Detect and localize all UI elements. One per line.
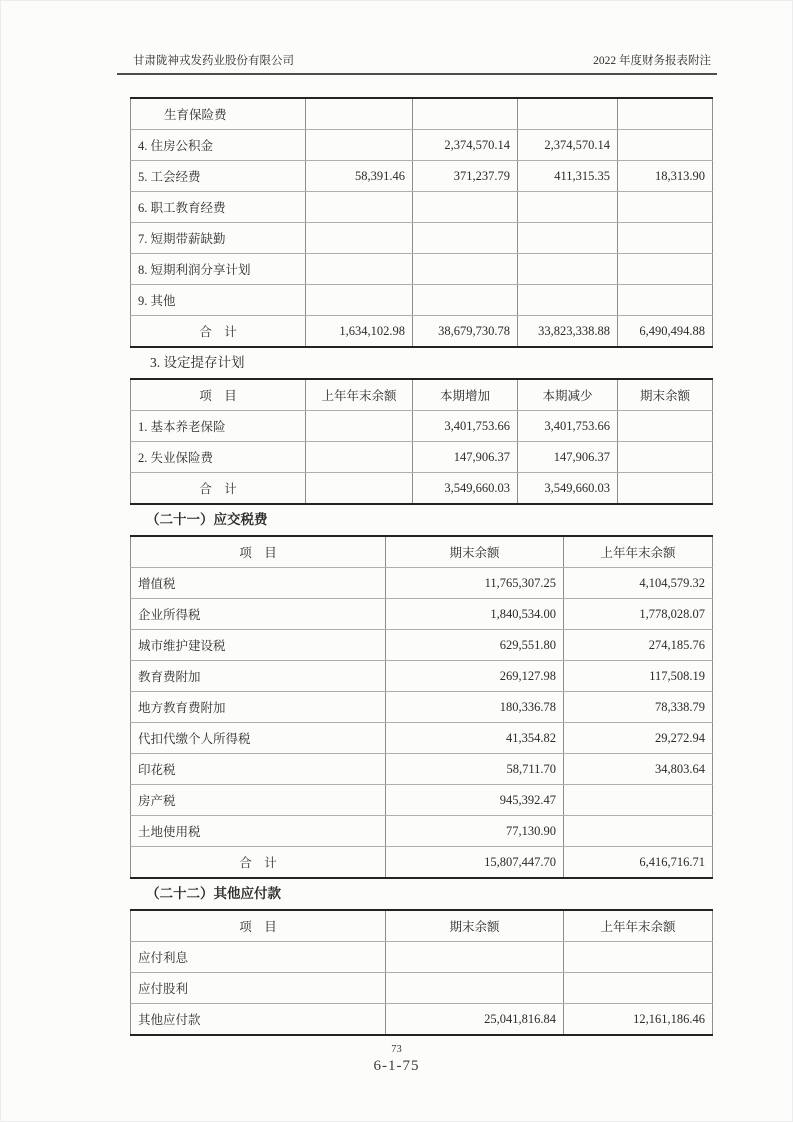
- cell-value: [618, 411, 713, 442]
- table-row: [131, 692, 713, 723]
- row-label: 其他应付款: [131, 1004, 386, 1036]
- page-footer: [0, 1044, 793, 1075]
- cell-value: 78,338.79: [564, 692, 713, 723]
- cell-value: [518, 285, 618, 316]
- table-row: [131, 192, 713, 223]
- cell-value: [413, 192, 518, 223]
- cell-value: 945,392.47: [386, 785, 564, 816]
- cell-value: [618, 130, 713, 161]
- cell-value: 25,041,816.84: [386, 1004, 564, 1036]
- cell-value: 38,679,730.78: [413, 316, 518, 348]
- table-row: [131, 847, 713, 879]
- page-content: [130, 97, 712, 1036]
- report-title: 2022 年度财务报表附注: [593, 55, 711, 67]
- cell-value: [564, 973, 713, 1004]
- cell-value: 4,104,579.32: [564, 568, 713, 599]
- cell-value: [306, 192, 413, 223]
- cell-value: 147,906.37: [413, 442, 518, 473]
- cell-value: [564, 785, 713, 816]
- defined-contribution-plan-table: [130, 378, 713, 505]
- cell-value: 180,336.78: [386, 692, 564, 723]
- table-row: [131, 785, 713, 816]
- cell-value: 269,127.98: [386, 661, 564, 692]
- cell-value: 2,374,570.14: [518, 130, 618, 161]
- document-code: 6-1-75: [373, 1058, 420, 1074]
- table-row: [131, 442, 713, 473]
- row-label: 地方教育费附加: [131, 692, 386, 723]
- header-row: [131, 379, 713, 411]
- cell-value: [413, 254, 518, 285]
- cell-value: 6,490,494.88: [618, 316, 713, 348]
- table-row: [131, 98, 713, 130]
- cell-value: [306, 473, 413, 505]
- table-row: [131, 630, 713, 661]
- cell-value: [413, 285, 518, 316]
- header-row: [131, 536, 713, 568]
- cell-value: 3,549,660.03: [413, 473, 518, 505]
- row-label: 6. 职工教育经费: [131, 192, 306, 223]
- row-label: 2. 失业保险费: [131, 442, 306, 473]
- row-label: 合 计: [131, 316, 306, 348]
- table-row: [131, 942, 713, 973]
- cell-value: [518, 192, 618, 223]
- table-row: [131, 316, 713, 348]
- row-label: 教育费附加: [131, 661, 386, 692]
- cell-value: [618, 473, 713, 505]
- table-row: [131, 661, 713, 692]
- cell-value: [306, 223, 413, 254]
- cell-value: 11,765,307.25: [386, 568, 564, 599]
- header-row: [131, 910, 713, 942]
- table-row: [131, 223, 713, 254]
- table-row: [131, 473, 713, 505]
- column-header: 项 目: [131, 536, 386, 568]
- row-label: 企业所得税: [131, 599, 386, 630]
- employee-benefits-table: [130, 97, 713, 348]
- cell-value: 34,803.64: [564, 754, 713, 785]
- cell-value: 1,634,102.98: [306, 316, 413, 348]
- column-header: 期末余额: [386, 536, 564, 568]
- table-row: [131, 130, 713, 161]
- row-label: 代扣代缴个人所得税: [131, 723, 386, 754]
- table-row: [131, 973, 713, 1004]
- table-row: [131, 599, 713, 630]
- table-row: [131, 568, 713, 599]
- table-row: [131, 254, 713, 285]
- table-row: [131, 161, 713, 192]
- row-label: 土地使用税: [131, 816, 386, 847]
- cell-value: 12,161,186.46: [564, 1004, 713, 1036]
- row-label: 房产税: [131, 785, 386, 816]
- row-label: 增值税: [131, 568, 386, 599]
- cell-value: 3,549,660.03: [518, 473, 618, 505]
- table-row: [131, 411, 713, 442]
- table-row: [131, 285, 713, 316]
- cell-value: 117,508.19: [564, 661, 713, 692]
- cell-value: [413, 98, 518, 130]
- cell-value: 41,354.82: [386, 723, 564, 754]
- company-name: 甘肃陇神戎发药业股份有限公司: [133, 55, 294, 67]
- row-label: 4. 住房公积金: [131, 130, 306, 161]
- row-label: 合 计: [131, 473, 306, 505]
- row-label: 印花税: [131, 754, 386, 785]
- cell-value: 371,237.79: [413, 161, 518, 192]
- cell-value: 3,401,753.66: [413, 411, 518, 442]
- column-header: 项 目: [131, 910, 386, 942]
- column-header: 项 目: [131, 379, 306, 411]
- cell-value: 274,185.76: [564, 630, 713, 661]
- cell-value: [413, 223, 518, 254]
- taxes-payable-table: [130, 535, 713, 879]
- column-header: 本期增加: [413, 379, 518, 411]
- column-header: 期末余额: [618, 379, 713, 411]
- other-payables-table: [130, 909, 713, 1036]
- section-title-taxes-payable: （二十一）应交税费: [146, 512, 268, 527]
- cell-value: [564, 942, 713, 973]
- cell-value: [518, 223, 618, 254]
- cell-value: [306, 130, 413, 161]
- row-label: 7. 短期带薪缺勤: [131, 223, 306, 254]
- cell-value: [618, 98, 713, 130]
- table-row: [131, 754, 713, 785]
- cell-value: [618, 192, 713, 223]
- cell-value: 3,401,753.66: [518, 411, 618, 442]
- cell-value: 2,374,570.14: [413, 130, 518, 161]
- cell-value: 77,130.90: [386, 816, 564, 847]
- cell-value: [386, 973, 564, 1004]
- cell-value: [306, 411, 413, 442]
- row-label: 9. 其他: [131, 285, 306, 316]
- cell-value: 1,840,534.00: [386, 599, 564, 630]
- cell-value: [518, 254, 618, 285]
- cell-value: [518, 98, 618, 130]
- cell-value: [564, 816, 713, 847]
- section-title-other-payables: （二十二）其他应付款: [146, 886, 281, 901]
- row-label: 合 计: [131, 847, 386, 879]
- row-label: 生育保险费: [131, 98, 306, 130]
- cell-value: 58,391.46: [306, 161, 413, 192]
- page-number: 73: [391, 1044, 402, 1055]
- table-row: [131, 816, 713, 847]
- row-label: 城市维护建设税: [131, 630, 386, 661]
- column-header: 本期减少: [518, 379, 618, 411]
- row-label: 1. 基本养老保险: [131, 411, 306, 442]
- row-label: 应付利息: [131, 942, 386, 973]
- cell-value: 411,315.35: [518, 161, 618, 192]
- cell-value: [618, 285, 713, 316]
- column-header: 上年年末余额: [306, 379, 413, 411]
- column-header: 上年年末余额: [564, 536, 713, 568]
- column-header: 期末余额: [386, 910, 564, 942]
- cell-value: 1,778,028.07: [564, 599, 713, 630]
- cell-value: [306, 98, 413, 130]
- cell-value: 629,551.80: [386, 630, 564, 661]
- cell-value: 58,711.70: [386, 754, 564, 785]
- table-row: [131, 1004, 713, 1036]
- running-header: [117, 52, 717, 75]
- cell-value: [618, 442, 713, 473]
- column-header: 上年年末余额: [564, 910, 713, 942]
- cell-value: 18,313.90: [618, 161, 713, 192]
- row-label: 5. 工会经费: [131, 161, 306, 192]
- row-label: 8. 短期利润分享计划: [131, 254, 306, 285]
- cell-value: [618, 223, 713, 254]
- cell-value: 147,906.37: [518, 442, 618, 473]
- cell-value: 33,823,338.88: [518, 316, 618, 348]
- cell-value: 29,272.94: [564, 723, 713, 754]
- cell-value: 6,416,716.71: [564, 847, 713, 879]
- cell-value: 15,807,447.70: [386, 847, 564, 879]
- cell-value: [386, 942, 564, 973]
- cell-value: [306, 285, 413, 316]
- cell-value: [618, 254, 713, 285]
- table-row: [131, 723, 713, 754]
- row-label: 应付股利: [131, 973, 386, 1004]
- cell-value: [306, 442, 413, 473]
- section-title-defined-contribution-plan: 3. 设定提存计划: [150, 355, 245, 370]
- cell-value: [306, 254, 413, 285]
